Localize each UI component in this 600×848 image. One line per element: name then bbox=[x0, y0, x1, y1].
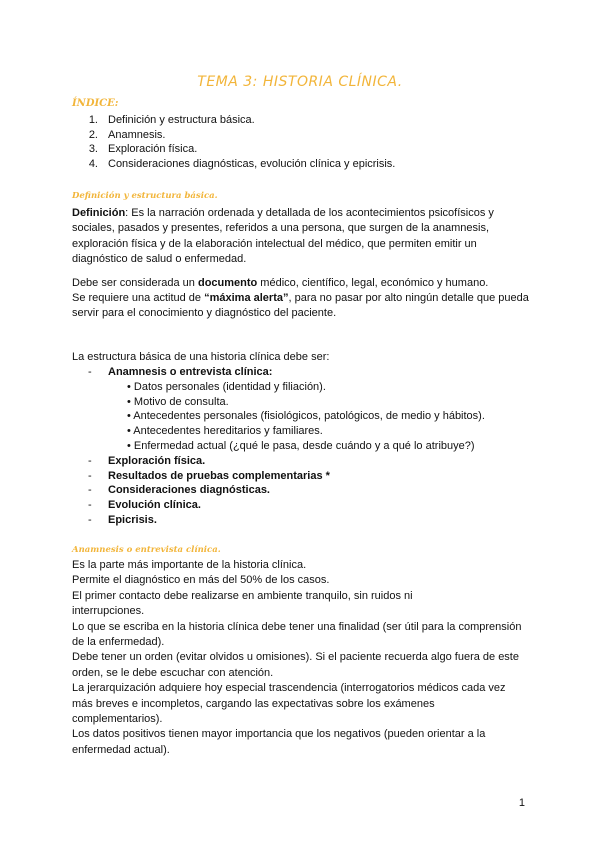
structure-item bbox=[88, 454, 485, 469]
structure-item-text: Consideraciones diagnósticas. bbox=[108, 484, 270, 497]
structure-item-text: Epicrisis. bbox=[108, 513, 157, 526]
structure-item-dash: - bbox=[88, 484, 92, 497]
structure-item-text: Exploración física. bbox=[108, 454, 206, 467]
alert-text-a: Se requiere una actitud de bbox=[72, 292, 205, 304]
structure-item-dash: - bbox=[88, 469, 92, 482]
alert-text-b: , para no pasar por alto ningún detalle que pueda servir para el conocimiento y diagnóstico del paciente. bbox=[72, 292, 529, 320]
structure-item bbox=[88, 498, 485, 513]
index-item-number: 2. bbox=[88, 128, 98, 141]
index-item-number: 3. bbox=[88, 143, 98, 155]
structure-item bbox=[88, 483, 485, 498]
structure-item-dash: - bbox=[88, 366, 92, 378]
anamnesis-line: Permite el diagnóstico en más del 50% de los casos. bbox=[72, 574, 330, 587]
structure-item-dash: - bbox=[88, 454, 92, 467]
definition-text: : Es la narración ordenada y detallada de los acontecimientos psicofísicos y sociales, pasados y presentes, referidos a una persona, que surgen de la anamnesis, exploración física y de la elaboración intelectual del médico, que permiten emitir un diagnóstico de salud o enfermedad. bbox=[72, 207, 494, 266]
structure-item-text: Evolución clínica. bbox=[108, 499, 201, 512]
index-item-number: 4. bbox=[88, 157, 98, 170]
anamnesis-line: Debe tener un orden (evitar olvidos u omisiones). Si el paciente recuerda algo fuera de este bbox=[72, 651, 519, 664]
index-item-number: 1. bbox=[88, 114, 98, 126]
anamnesis-subitem: • Datos personales (identidad y filiación). bbox=[127, 380, 326, 393]
definition-label: Definición bbox=[72, 207, 126, 219]
anamnesis-line: La jerarquización adquiere hoy especial trascendencia (interrogatorios médicos cada vez bbox=[72, 682, 506, 695]
page-number: 1 bbox=[518, 797, 525, 809]
doc-text-a: Debe ser considerada un bbox=[72, 277, 198, 289]
structure-item-dash: - bbox=[88, 499, 92, 512]
index-item-text: Definición y estructura básica. bbox=[108, 114, 255, 126]
index-list bbox=[72, 113, 395, 171]
anamnesis-sublist bbox=[108, 380, 485, 454]
anamnesis-line: complementarios). bbox=[72, 713, 163, 726]
anamnesis-line: orden, se le debe escuchar con atención. bbox=[72, 666, 274, 679]
anamnesis-text bbox=[72, 558, 542, 758]
definition-paragraph bbox=[72, 206, 532, 268]
structure-item-text: Anamnesis o entrevista clínica: bbox=[108, 366, 273, 378]
anamnesis-subitem: • Antecedentes personales (fisiológicos, patológicos, de medio y hábitos). bbox=[127, 410, 485, 423]
index-item bbox=[72, 142, 395, 157]
anamnesis-subitem: • Enfermedad actual (¿qué le pasa, desde cuándo y a qué lo atribuye?) bbox=[127, 439, 475, 452]
anamnesis-line: Es la parte más importante de la historia clínica. bbox=[72, 559, 307, 571]
anamnesis-line: más breves e incompletos, cargando las expectativas sobre los exámenes bbox=[72, 697, 435, 710]
structure-item bbox=[88, 365, 485, 454]
anamnesis-subitem: • Motivo de consulta. bbox=[127, 395, 229, 408]
index-item-text: Exploración física. bbox=[108, 143, 198, 155]
alert-paragraph bbox=[72, 291, 532, 322]
index-item-text: Consideraciones diagnósticas, evolución clínica y epicrisis. bbox=[108, 157, 396, 170]
anamnesis-line: El primer contacto debe realizarse en ambiente tranquilo, sin ruidos ni bbox=[72, 589, 413, 602]
alert-text-bold: “máxima alerta” bbox=[204, 292, 289, 304]
index-item-text: Anamnesis. bbox=[108, 128, 166, 141]
anamnesis-line: interrupciones. bbox=[72, 605, 145, 618]
index-item bbox=[72, 128, 395, 143]
section-anamnesis-heading: Anamnesis o entrevista clínica. bbox=[72, 545, 221, 555]
index-heading: ÍNDICE: bbox=[72, 98, 119, 109]
section-definition-heading: Definición y estructura básica. bbox=[72, 191, 218, 201]
document-paragraph bbox=[72, 276, 532, 291]
structure-item bbox=[88, 469, 485, 484]
anamnesis-line: de la enfermedad). bbox=[72, 636, 165, 649]
structure-item-text: Resultados de pruebas complementarias * bbox=[108, 469, 330, 482]
anamnesis-subitem: • Antecedentes hereditarios y familiares. bbox=[127, 425, 323, 438]
doc-text-bold: documento bbox=[197, 277, 258, 289]
page-title: TEMA 3: HISTORIA CLÍNICA. bbox=[197, 74, 403, 90]
structure-list bbox=[88, 365, 485, 528]
doc-text-b: médico, científico, legal, económico y humano. bbox=[257, 277, 489, 289]
structure-intro: La estructura básica de una historia clínica debe ser: bbox=[72, 351, 330, 363]
index-item bbox=[72, 157, 395, 172]
index-item bbox=[72, 113, 395, 128]
anamnesis-line: enfermedad actual). bbox=[72, 743, 170, 756]
structure-item bbox=[88, 513, 485, 528]
structure-item-dash: - bbox=[88, 513, 92, 526]
anamnesis-line: Los datos positivos tienen mayor importancia que los negativos (pueden orientar a la bbox=[72, 728, 486, 741]
anamnesis-line: Lo que se escriba en la historia clínica debe tener una finalidad (ser útil para la comprensión bbox=[72, 620, 522, 633]
